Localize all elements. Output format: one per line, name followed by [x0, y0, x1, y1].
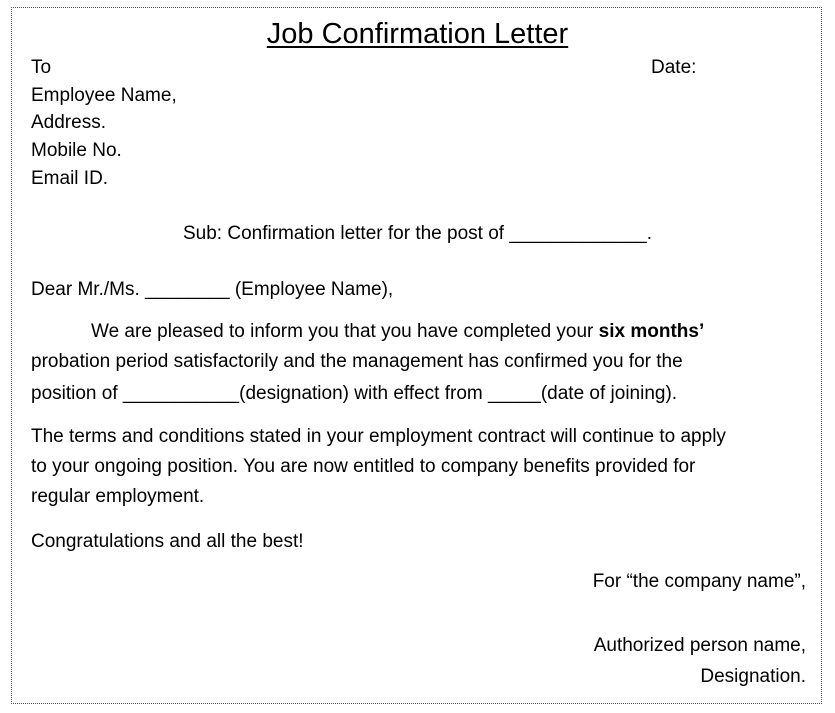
- for-company-line: For “the company name”,: [592, 571, 806, 592]
- closing-line: Congratulations and all the best!: [31, 531, 304, 552]
- para2-line2: to your ongoing position. You are now entitled to company benefits provided for: [31, 456, 696, 477]
- para2-line3: regular employment.: [31, 486, 205, 507]
- address-line: Address.: [31, 112, 106, 133]
- para1-line1: [91, 320, 704, 344]
- designation-line: Designation.: [700, 666, 806, 687]
- letter-title: Job Confirmation Letter: [266, 18, 569, 50]
- salutation: Dear Mr./Ms. ________ (Employee Name),: [31, 279, 394, 300]
- email-line: Email ID.: [31, 168, 109, 189]
- para1-line3: position of ___________(designation) with effect from _____(date of joining).: [31, 383, 678, 404]
- employee-name-line: Employee Name,: [31, 85, 177, 106]
- subject-line: Sub: Confirmation letter for the post of _____________.: [183, 223, 652, 244]
- para1-line2: probation period satisfactorily and the management has confirmed you for the: [31, 351, 683, 372]
- six-months-emphasis: six months’: [598, 321, 705, 342]
- para2-line1: The terms and conditions stated in your employment contract will continue to apply: [31, 426, 726, 447]
- mobile-line: Mobile No.: [31, 140, 122, 161]
- date-label: Date:: [651, 57, 697, 78]
- authorized-person-line: Authorized person name,: [593, 635, 806, 656]
- to-label: To: [31, 57, 52, 78]
- para1-text: We are pleased to inform you that you have completed your: [91, 321, 599, 342]
